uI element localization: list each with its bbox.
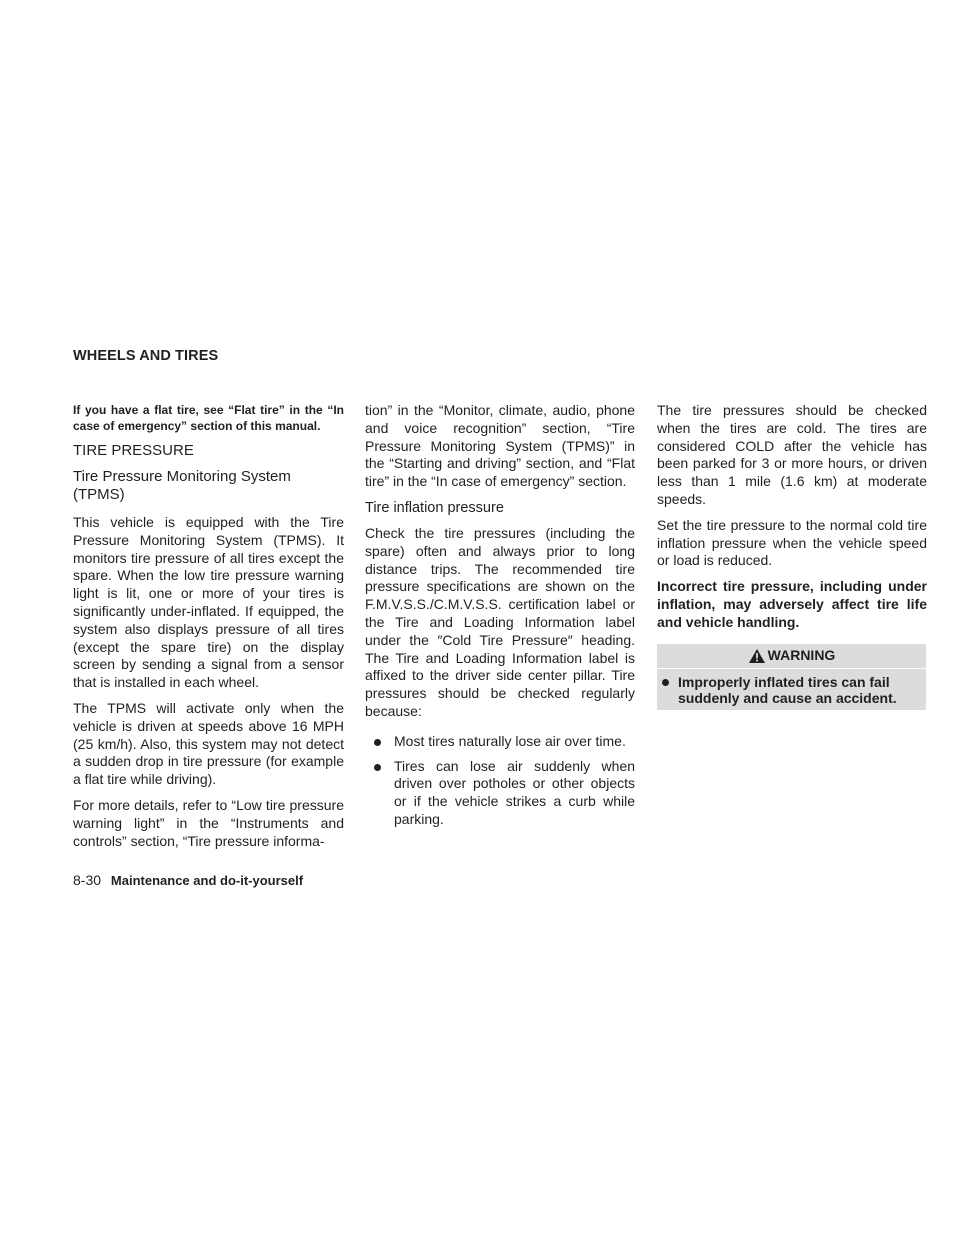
- warning-box: [657, 644, 926, 710]
- paragraph: For more details, refer to “Low tire pressure warning light” in the “Instruments and controls” section, “Tire pressure informa-: [73, 796, 344, 849]
- column-2: [365, 402, 635, 836]
- list-item: [365, 758, 635, 829]
- warning-item: [657, 669, 926, 706]
- bullet-icon: [374, 764, 381, 771]
- footer-section-name: Maintenance and do-it-yourself: [110, 873, 304, 888]
- paragraph: tion” in the “Monitor, climate, audio, phone and voice recognition” section, “Tire Pressure Monitoring System (TPMS)” in the “Starting and driving” section, and “Flat tire” in the “In case of emergency” section.: [365, 402, 635, 490]
- tire-inflation-subheading: Tire inflation pressure: [365, 499, 504, 516]
- warning-item-text: Improperly inflated tires can fail suddenly and cause an accident.: [678, 673, 897, 706]
- tire-pressure-heading: TIRE PRESSURE: [73, 442, 194, 459]
- bullet-list: [365, 733, 635, 829]
- page-footer: [73, 872, 303, 888]
- list-item: [365, 733, 635, 751]
- tpms-subheading: Tire Pressure Monitoring System (TPMS): [73, 468, 291, 503]
- warning-triangle-icon: [748, 648, 766, 664]
- paragraph: The tire pressures should be checked when the tires are cold. The tires are considered COLD after the vehicle has been parked for 3 or more hours, or driven less than 1 mile (1.6 km) at moderate speeds.: [657, 402, 927, 507]
- column-3: [657, 402, 927, 710]
- warning-header: [657, 644, 926, 669]
- paragraph: Set the tire pressure to the normal cold tire inflation pressure when the vehicle speed or load is reduced.: [657, 516, 927, 569]
- list-item-text: Tires can lose air suddenly when driven over potholes or other objects or if the vehicle strikes a curb while parking.: [394, 757, 635, 827]
- list-item-text: Most tires naturally lose air over time.: [394, 732, 626, 749]
- paragraph: This vehicle is equipped with the Tire Pressure Monitoring System (TPMS). It monitors tire pressure of all tires except the spare. When the low tire pressure warning light is lit, one or more of your tires is significantly under-inflated. If equipped, the system also displays pressure of all tires (except the spare tire) on the display screen by sending a signal from a sensor that is installed in each wheel.: [73, 514, 344, 691]
- bullet-icon: [374, 739, 381, 746]
- warning-title: WARNING: [767, 646, 836, 663]
- bullet-icon: [662, 679, 669, 686]
- paragraph: The TPMS will activate only when the vehicle is driven at speeds above 16 MPH (25 km/h). Also, this system may not detect a sudden drop in tire pressure (for example a flat tire while driving).: [73, 699, 344, 788]
- flat-tire-note: If you have a flat tire, see “Flat tire” in the “In case of emergency” section of this manual.: [73, 403, 344, 433]
- section-title: WHEELS AND TIRES: [73, 348, 219, 364]
- page-number: 8-30: [73, 872, 102, 888]
- column-1: [73, 402, 344, 858]
- paragraph: Check the tire pressures (including the spare) often and always prior to long distance trips. The recommended tire pressure specifications are shown on the F.M.V.S.S./C.M.V.S.S. certification label or the Tire and Loading Information label under the ″Cold Tire Pressure″ heading. The Tire and Loading Information label is affixed to the driver side center pillar. Tire pressures should be checked regularly because:: [365, 524, 635, 719]
- bold-paragraph: Incorrect tire pressure, including under inflation, may adversely affect tire life and vehicle handling.: [657, 578, 927, 630]
